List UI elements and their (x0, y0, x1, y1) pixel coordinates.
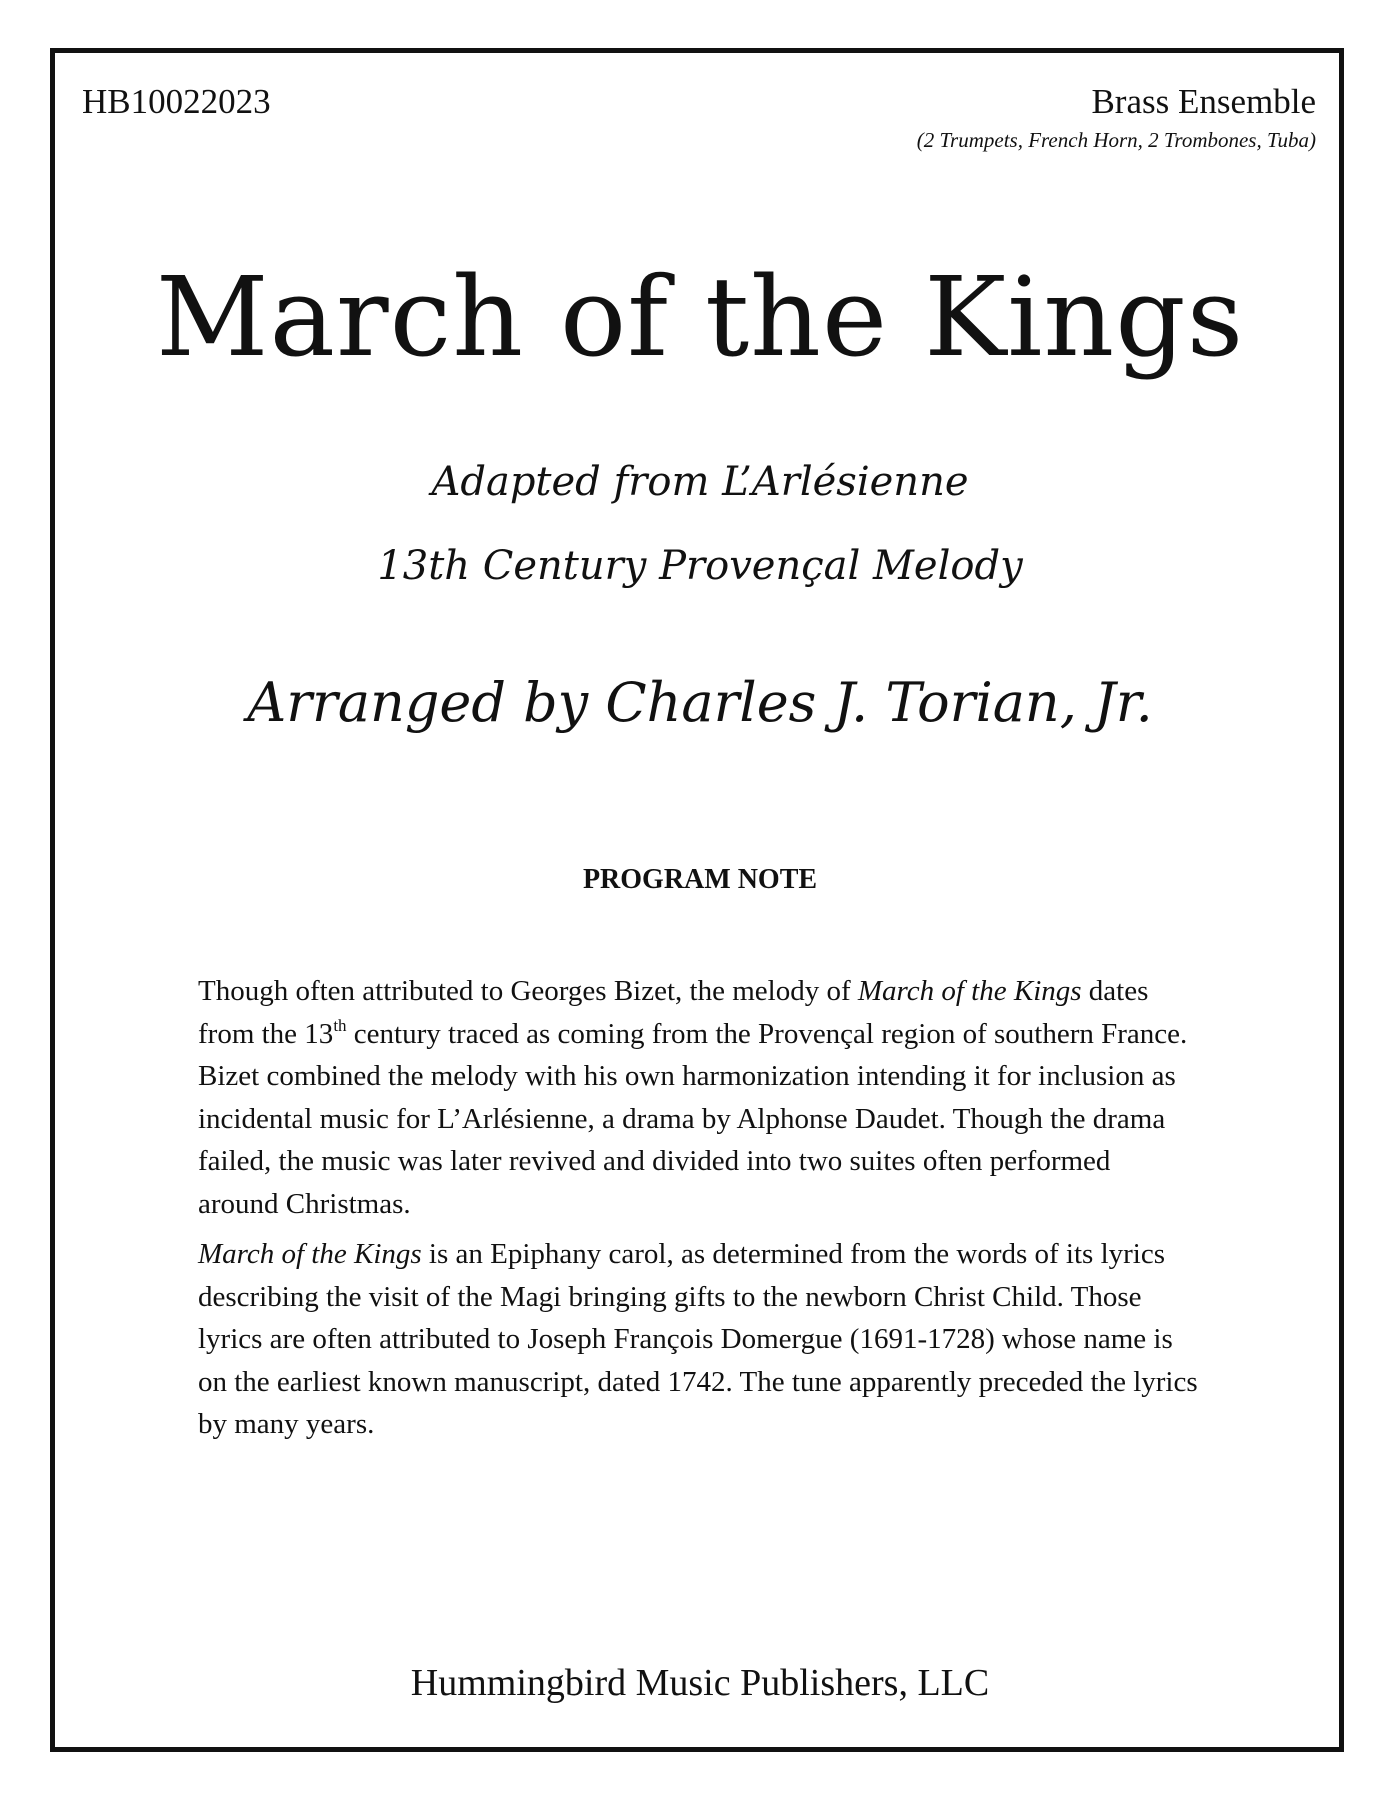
program-note-paragraph-1 (198, 970, 1198, 1225)
p1-text-b: dates from the 13 (198, 975, 1149, 1050)
publisher-name: Hummingbird Music Publishers, LLC (410, 1662, 990, 1704)
ensemble-block (917, 84, 1316, 151)
p1-text-c: century traced as coming from the Provençal region of southern France. Bizet combined the melody with his own harmonization intending it for inclusion as incidental music for L’Arlésienne, a drama by Alphonse Daudet. Though the drama failed, the music was later revived and divided into two suites often performed around Christmas. (198, 1017, 1188, 1220)
p2-work-title: March of the Kings (198, 1238, 422, 1270)
page-title: March of the Kings (155, 253, 1245, 381)
subtitle-adapted-from: Adapted from L’Arlésienne (431, 459, 969, 505)
program-note-heading: PROGRAM NOTE (582, 864, 818, 895)
program-note-body (198, 970, 1198, 1454)
p1-superscript: th (333, 1015, 347, 1035)
subtitle-origin: 13th Century Provençal Melody (377, 543, 1023, 589)
p1-work-title: March of the Kings (857, 975, 1082, 1007)
catalog-number: HB10022023 (82, 82, 271, 121)
arranger-credit: Arranged by Charles J. Torian, Jr. (247, 671, 1153, 734)
program-note-paragraph-2 (198, 1233, 1198, 1446)
p2-text-a: is an Epiphany carol, as determined from the words of its lyrics describing the visit of the Magi bringing gifts to the newborn Christ Child. Those lyrics are often attributed to Joseph François Domergue (1691-1728) whose name is on the earliest known manuscript, dated 1742. The tune apparently preceded the lyrics by many years. (198, 1238, 1198, 1440)
ensemble-instrumentation: (2 Trumpets, French Horn, 2 Trombones, Tuba) (916, 128, 1316, 152)
ensemble-title: Brass Ensemble (1091, 82, 1316, 121)
p1-text-a: Though often attributed to Georges Bizet, the melody of (198, 975, 858, 1007)
